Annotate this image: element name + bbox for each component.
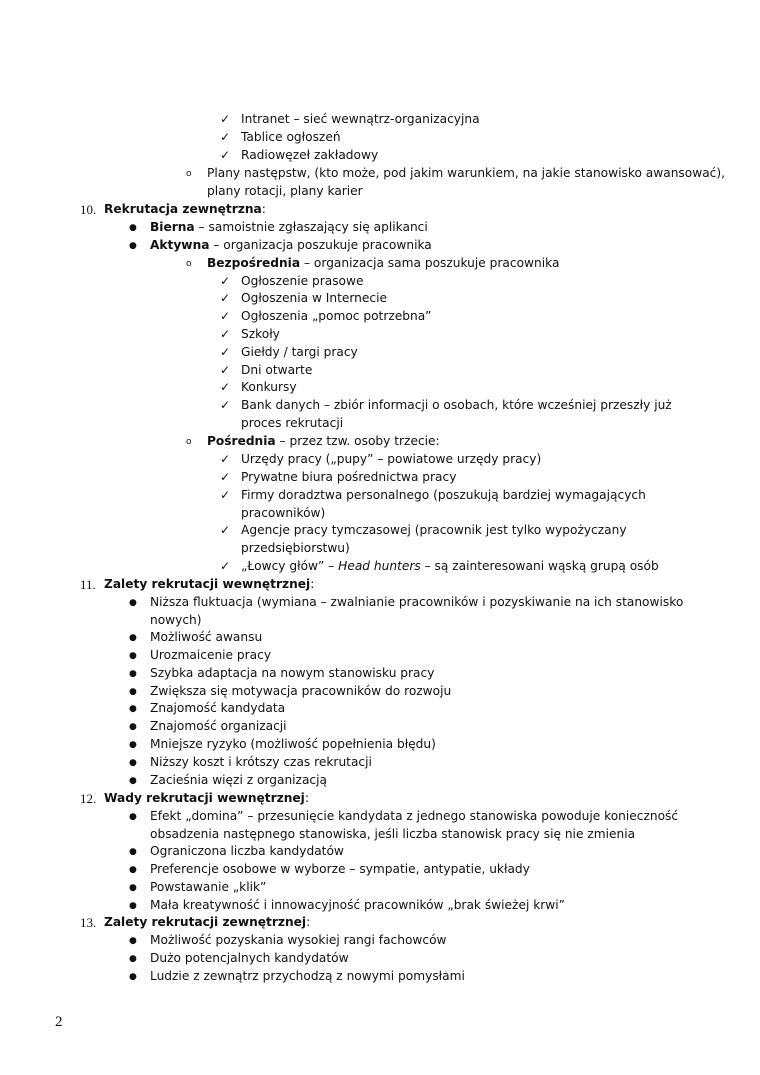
bullet-icon: ● [129, 740, 137, 750]
bullet-icon: ● [129, 936, 137, 946]
check-icon: ✓ [220, 327, 231, 341]
check-icon: ✓ [220, 523, 231, 537]
list-item: Zwiększa się motywacja pracowników do rozwoju [150, 684, 452, 698]
bullet-icon: ● [129, 687, 137, 697]
check-icon: ✓ [220, 363, 231, 377]
list-item: Szybka adaptacja na nowym stanowisku pracy [150, 666, 435, 680]
check-icon: ✓ [220, 398, 231, 412]
section-number: 13. [80, 915, 97, 930]
check-icon: ✓ [220, 345, 231, 359]
list-item: Ogłoszenie prasowe [241, 274, 364, 288]
bullet-icon: ● [129, 865, 137, 875]
list-item: Preferencje osobowe w wyborze – sympatie, antypatie, układy [150, 862, 530, 876]
list-item: Niższy koszt i krótszy czas rekrutacji [150, 755, 372, 769]
check-icon: ✓ [220, 112, 231, 126]
list-item: Dużo potencjalnych kandydatów [150, 951, 349, 965]
list-item: Ogłoszenia w Internecie [241, 291, 387, 305]
bullet-icon: ● [129, 633, 137, 643]
check-icon: ✓ [220, 380, 231, 394]
check-icon: ✓ [220, 452, 231, 466]
section-number: 10. [80, 202, 97, 217]
list-item: Szkoły [241, 327, 280, 341]
bullet-icon: ● [129, 883, 137, 893]
section-heading: Rekrutacja zewnętrzna: [104, 202, 266, 216]
list-item-continuation: obsadzenia następnego stanowiska, jeśli liczba stanowisk pracy się nie zmienia [150, 827, 636, 841]
bullet-icon: ● [129, 758, 137, 768]
circle-bullet-icon: o [186, 259, 192, 269]
section-heading: Zalety rekrutacji wewnętrznej: [104, 577, 315, 591]
list-item: Bank danych – zbiór informacji o osobach, które wcześniej przeszły już [241, 398, 672, 412]
bullet-icon: ● [129, 223, 137, 233]
bullet-icon: ● [129, 241, 137, 251]
check-icon: ✓ [220, 470, 231, 484]
list-item: Możliwość pozyskania wysokiej rangi fachowców [150, 933, 447, 947]
list-item: Intranet – sieć wewnątrz-organizacyjna [241, 112, 480, 126]
list-item: Konkursy [241, 380, 297, 394]
list-item: Ograniczona liczba kandydatów [150, 844, 344, 858]
bullet-icon: ● [129, 901, 137, 911]
section-number: 11. [80, 577, 96, 592]
bullet-icon: ● [129, 722, 137, 732]
list-item: Plany następstw, (kto może, pod jakim warunkiem, na jakie stanowisko awansować), [207, 166, 725, 180]
section-number: 12. [80, 791, 97, 806]
list-item: Bezpośrednia – organizacja sama poszukuje pracownika [207, 256, 560, 270]
list-item: Znajomość organizacji [150, 719, 287, 733]
list-item: Agencje pracy tymczasowej (pracownik jest tylko wypożyczany [241, 523, 627, 537]
bullet-icon: ● [129, 972, 137, 982]
list-item: Radiowęzeł zakładowy [241, 148, 379, 162]
bullet-icon: ● [129, 651, 137, 661]
section-heading: Wady rekrutacji wewnętrznej: [104, 791, 309, 805]
list-item: Efekt „domina” – przesunięcie kandydata z jednego stanowiska powoduje konieczność [150, 809, 679, 823]
bullet-icon: ● [129, 669, 137, 679]
list-item: Niższa fluktuacja (wymiana – zwalnianie pracowników i pozyskiwanie na ich stanowisko [150, 595, 684, 609]
check-icon: ✓ [220, 309, 231, 323]
list-item: Urozmaicenie pracy [150, 648, 272, 662]
list-item-continuation: nowych) [150, 613, 202, 627]
list-item: Firmy doradztwa personalnego (poszukują bardziej wymagających [241, 488, 646, 502]
bullet-icon: ● [129, 847, 137, 857]
bullet-icon: ● [129, 776, 137, 786]
list-item: Ogłoszenia „pomoc potrzebna” [241, 309, 432, 323]
check-icon: ✓ [220, 130, 231, 144]
list-item-continuation: plany rotacji, plany karier [207, 184, 363, 198]
list-item-continuation: proces rekrutacji [241, 416, 344, 430]
list-item: Giełdy / targi pracy [241, 345, 358, 359]
list-item: Bierna – samoistnie zgłaszający się aplikanci [150, 220, 428, 234]
circle-bullet-icon: o [186, 437, 192, 447]
list-item: Mała kreatywność i innowacyjność pracowników „brak świeżej krwi” [150, 898, 565, 912]
check-icon: ✓ [220, 274, 231, 288]
circle-bullet-icon: o [186, 169, 192, 179]
list-item: Mniejsze ryzyko (możliwość popełnienia błędu) [150, 737, 436, 751]
bullet-icon: ● [129, 812, 137, 822]
list-item: Powstawanie „klik” [150, 880, 267, 894]
bullet-icon: ● [129, 704, 137, 714]
section-heading: Zalety rekrutacji zewnętrznej: [104, 915, 311, 929]
bullet-icon: ● [129, 954, 137, 964]
bullet-icon: ● [129, 598, 137, 608]
list-item: Dni otwarte [241, 363, 313, 377]
list-item: Aktywna – organizacja poszukuje pracownika [150, 238, 432, 252]
list-item: „Łowcy głów” – Head hunters – są zainteresowani wąską grupą osób [241, 559, 659, 573]
list-item: Zacieśnia więzi z organizacją [150, 773, 327, 787]
list-item-continuation: pracowników) [241, 506, 326, 520]
list-item-continuation: przedsiębiorstwu) [241, 541, 350, 555]
page-number: 2 [55, 1014, 63, 1030]
list-item: Tablice ogłoszeń [241, 130, 341, 144]
list-item: Znajomość kandydata [150, 701, 286, 715]
list-item: Ludzie z zewnątrz przychodzą z nowymi pomysłami [150, 969, 465, 983]
list-item: Możliwość awansu [150, 630, 263, 644]
list-item: Urzędy pracy („pupy” – powiatowe urzędy pracy) [241, 452, 542, 466]
check-icon: ✓ [220, 148, 231, 162]
check-icon: ✓ [220, 559, 231, 573]
check-icon: ✓ [220, 291, 231, 305]
list-item: Prywatne biura pośrednictwa pracy [241, 470, 457, 484]
check-icon: ✓ [220, 488, 231, 502]
list-item: Pośrednia – przez tzw. osoby trzecie: [207, 434, 440, 448]
